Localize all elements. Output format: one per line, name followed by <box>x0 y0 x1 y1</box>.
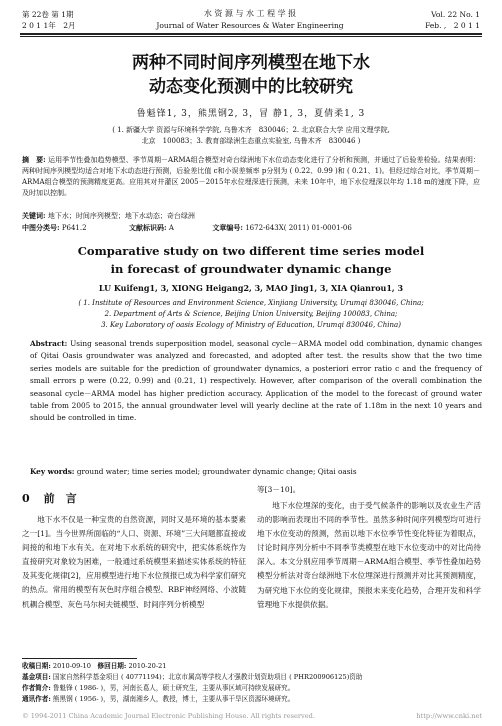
section-number: 0 <box>22 492 30 505</box>
abstract-en <box>30 338 482 425</box>
article-number-label: 文章编号: <box>212 223 243 232</box>
article-number-value: 1672-643X( 2011) 01-0001-06 <box>242 224 352 232</box>
footnote-fund <box>22 672 482 682</box>
footnote-corresponding <box>22 694 482 704</box>
clc-label: 中图分类号: <box>22 223 60 232</box>
authors-en: LU Kuifeng1, 3, XIONG Heigang2, 3, MAO Jing1, 3, XIA Qianrou1, 3 <box>98 283 404 293</box>
keywords-en-label: Key words: <box>30 467 75 476</box>
header-rule-thin <box>20 36 482 37</box>
copyright-footer: © 1994-2011 China Academic Journal Electronic Publishing House. All rights reserved. <box>22 712 315 720</box>
body-right-continuation: 等[3－10]。 <box>257 485 301 494</box>
doc-code-label: 文献标识码: <box>129 223 167 232</box>
title-en-line1: Comparative study on two different time series model <box>77 244 425 258</box>
abstract-en-label: Abstract: <box>30 339 68 348</box>
keywords-en-text: ground water; time series model; groundwater dynamic change; Qitai oasis <box>74 467 357 476</box>
journal-title-cn: 水 资 源 与 水 工 程 学 报 <box>203 9 297 18</box>
title-en-line2: in forecast of groundwater dynamic change <box>110 262 392 276</box>
keywords-en <box>30 466 482 478</box>
keywords-cn-text: 地下水；时间序列模型；地下水动态；奇台绿洲 <box>45 212 195 220</box>
footnote-author <box>22 683 482 693</box>
affiliation-cn-line1: ( 1. 新疆大学 资源与环境科学学院, 乌鲁木齐 830046；2. 北京联合大学 应用文理学院, <box>112 126 390 134</box>
authors-cn: 鲁魁锋1, 3，熊黑钢2, 3，冒 静1, 3，夏倩柔1, 3 <box>136 109 366 119</box>
keywords-cn <box>22 210 480 222</box>
keywords-cn-label: 关键词: <box>22 211 46 220</box>
affiliation-cn-line2: 北京 100083；3. 教育部绿洲生态重点实验室, 乌鲁木齐 830046 ) <box>141 137 361 145</box>
header-rule <box>20 33 482 35</box>
revised-date: 2010-20-21 <box>126 662 167 670</box>
received-date: 2010-09-10 <box>50 662 98 670</box>
title-cn-line2: 动态变化预测中的比较研究 <box>149 77 353 97</box>
body-left-column: 地下水不仅是一种宝贵的自然资源，同时又是环境的基本要素之一[1]。当今世界所面临的“人口、资源、环境”三大问题都直接或间接的和地下水有关。在对地下水系统的研究中，把实体系统作为直接研究对象较为困难，一般通过系统模型来描述实体系统的特征及其变化规律[2]，应用模型进行地下水位预报已成为科学家们研究的热点。常用的模型有灰色时序组合模型、RBF神经网络、小波随机耦合模型、灰色马尔柯夫链模型、时间序列分析模型 <box>22 515 246 609</box>
fund-label: 基金项目: <box>22 673 51 681</box>
author-bio-label: 作者简介: <box>22 684 51 692</box>
title-cn-line1: 两种不同时间序列模型在地下水 <box>132 53 370 73</box>
abstract-en-text: Using seasonal trends superposition model, seasonal cycle－ARMA model odd combination, dynamic changes of Qitai Oasis groundwater was analyzed and forecasted, and adopted after test. the results show that the two time series models are suitable for the prediction of groundwater dynamics, a posteriori error ratio c and the frequency of small errors p were (0.22, 0.99) and (0.21, 1) respectively. However, after comparison of the overall combination the seasonal cycle－ARMA model has higher prediction accuracy. Application of the model to the forecast of ground water table from 2005 to 2015, the annual groundwater level will yearly decline at the rate of 1.18m in the next 10 years and should be controlled in time. <box>30 339 482 423</box>
abstract-cn-label: 摘 要: <box>22 155 46 164</box>
journal-title-en: Journal of Water Resources & Water Engineering <box>156 21 344 30</box>
header-date: 2 0 1 1年 2月 <box>22 21 76 30</box>
affiliation-en-line1: ( 1. Institute of Resources and Environment Science, Xinjiang University, Urumqi 830046, China; <box>78 299 424 307</box>
doc-code-value: A <box>166 224 174 232</box>
corresponding-text: 熊黑钢 ( 1956- )，男，湖南湘乡人，教授，博士，主要从事干旱区资源环境研究。 <box>50 695 295 703</box>
received-label: 收稿日期: <box>22 662 51 670</box>
body-right-column: 地下水位埋深的变化，由于受气候条件的影响以及农业生产活动的影响而表现出不同的季节性。虽然多种时间序列模型均可进行地下水位变动的预测，然而以地下水位季节性变化特征为着眼点，讨论时间序列分析中不同季节类模型在地下水位变动中的对比尚待深入。本文分别应用季节周期－ARMA组合模型、季节性叠加趋势模型分析法对奇台绿洲地下水位埋深进行预测并对比其预测精度，为研究地下水位的变化规律，预报未来变化趋势，合理开发和科学管理地下水提供依据。 <box>257 501 481 609</box>
header-volume-en: Vol. 22 No. 1 <box>431 10 480 19</box>
corresponding-label: 通讯作者: <box>22 695 51 703</box>
footnote-rule <box>22 658 137 659</box>
header-date-en: Feb. , 2 0 1 1 <box>425 21 480 30</box>
section-title: 前 言 <box>43 492 77 505</box>
affiliation-en-line2: 2. Department of Arts & Science, Beijing Union University, Beijing 100083, China; <box>104 310 398 318</box>
abstract-cn-text: 运用季节性叠加趋势模型、季节周期－ARMA组合模型对奇台绿洲地下水位动态变化进行了分析和预测，并通过了后验差检验。结果表明：两种时间序列模型均适合对地下水动态进行预测，后验差比值 c和小误差频率 p分别为 ( 0.22、0.99 )和 ( 0.21、1)。但经过综合对比，季节周期－ARMA组合模型的预测精度更高。应用其对井灌区 2005－2015年水位埋深进行预测，未来 10年中，地下水位埋深以年均 1.18 m的速度下降，应及时加以控制。 <box>22 156 480 197</box>
clc-value: P641.2 <box>59 224 87 232</box>
header-volume: 第 22卷 第 1期 <box>22 10 74 19</box>
classification-line <box>22 222 480 234</box>
cnki-link[interactable]: http://www.cnki.net <box>416 712 482 720</box>
author-bio-text: 鲁魁锋 ( 1986- )，男，河南长葛人，硕士研究生，主要从事区域可持续发展研究。 <box>50 684 295 692</box>
revised-label: 修回日期: <box>97 662 127 670</box>
abstract-cn <box>22 154 480 199</box>
fund-text: 国家自然科学基金项目 ( 40771194)；北京市属高等学校人才强教计划资助项目 ( PHR200906125)资助 <box>50 673 363 681</box>
affiliation-en-line3: 3. Key Laboratory of oasis Ecology of Ministry of Education, Urumqi 830046, China) <box>101 321 401 329</box>
section-heading <box>22 490 77 506</box>
footnote-dates <box>22 661 482 671</box>
